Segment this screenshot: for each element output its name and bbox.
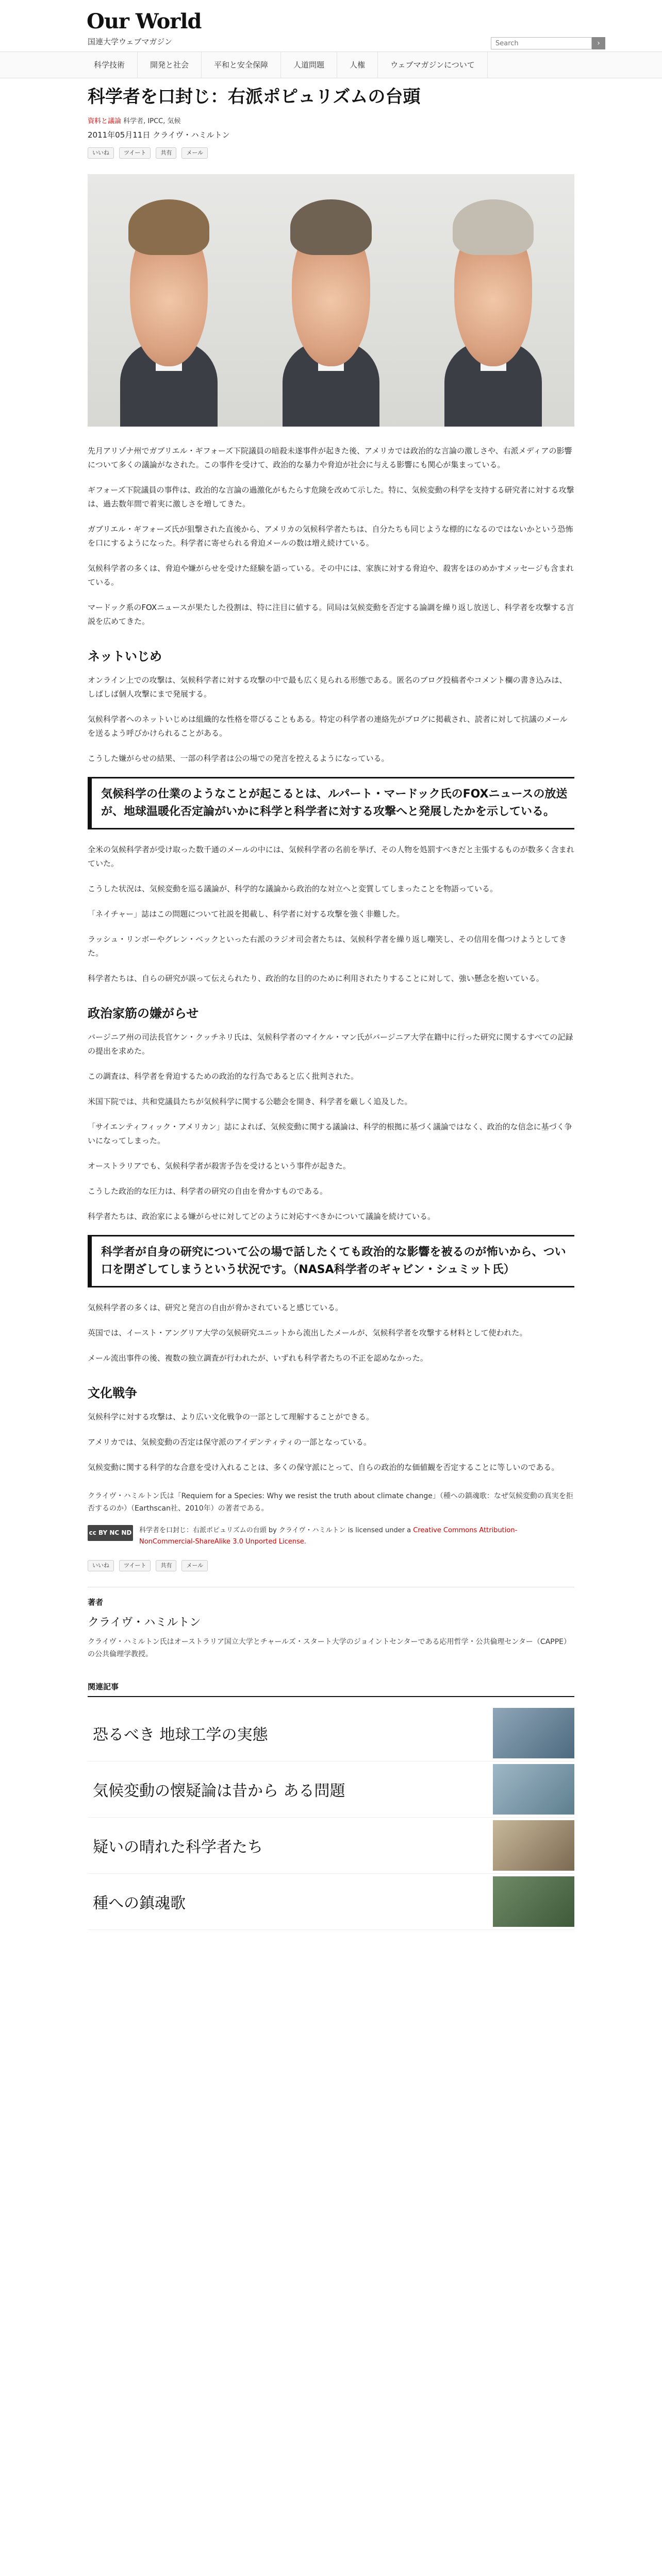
nav-item-human-rights[interactable]: 人権 <box>337 52 378 78</box>
related-thumbnail[interactable] <box>493 1708 574 1758</box>
nav-item-humanitarian[interactable]: 人道問題 <box>281 52 337 78</box>
pull-quote <box>88 777 574 829</box>
portrait-photo <box>250 174 412 427</box>
article-paragraph: ラッシュ・リンボーやグレン・ベックといった右派のラジオ司会者たちは、気候科学者を繰り返し嘲笑し、その信用を傷つけようとしてきた。 <box>88 935 567 958</box>
related-item-title[interactable]: 気候変動の懐疑論は昔から ある問題 <box>93 1782 345 1801</box>
article-paragraph: 気候科学者へのネットいじめは組織的な性格を帯びることもある。特定の科学者の連絡先がブログに掲載され、読者に対して抗議のメールを送るよう呼びかけられることがある。 <box>88 715 568 738</box>
nav-item-science[interactable]: 科学技術 <box>87 52 138 78</box>
article-paragraph: ギフォーズ下院議員の事件は、政治的な言論の過激化がもたらす危険を改めて示した。特に、気候変動の科学を支持する研究者に対する攻撃は、過去数年間で着実に激しさを増してきた。 <box>88 485 574 509</box>
license-text <box>139 1525 541 1548</box>
article-paragraph: 気候変動に関する科学的な合意を受け入れることは、多くの保守派にとって、自らの政治的な価値観を否定することに等しいのである。 <box>88 1463 559 1472</box>
share-button[interactable]: 共有 <box>156 147 176 159</box>
article-paragraph: 気候科学者の多くは、脅迫や嫌がらせを受けた経験を語っている。その中には、家族に対する脅迫や、殺害をほのめかすメッセージも含まれている。 <box>88 564 574 587</box>
author-bio: クライヴ・ハミルトン氏はオーストラリア国立大学とチャールズ・スタート大学のジョイントセンターである応用哲学・公共倫理センター（CAPPE）の公共倫理学教授。 <box>88 1638 571 1659</box>
article-paragraph: こうした政治的な圧力は、科学者の研究の自由を脅かすものである。 <box>88 1187 328 1196</box>
site-logo[interactable]: Our World <box>87 9 202 33</box>
article-paragraph: バージニア州の司法長官ケン・クッチネリ氏は、気候科学者のマイケル・マン氏がバージニア大学在籍中に行った研究に関するすべての記録の提出を求めた。 <box>88 1032 573 1056</box>
article-paragraph: こうした状況は、気候変動を巡る議論が、科学的な議論から政治的な対立へと変質してしまったことを物語っている。 <box>88 884 498 894</box>
site-subtitle: 国連大学ウェブマガジン <box>88 37 173 46</box>
article-paragraph: 英国では、イースト・アングリア大学の気候研究ユニットから流出したメールが、気候科学者を攻撃する材料として使われた。 <box>88 1328 527 1338</box>
article-paragraph: オーストラリアでも、気候科学者が殺害予告を受けるという事件が起きた。 <box>88 1161 351 1171</box>
article-paragraph: 科学者たちは、自らの研究が誤って伝えられたり、政治的な目的のために利用されたりすることに対して、強い懸念を抱いている。 <box>88 974 544 984</box>
section-heading: 文化戦争 <box>88 1386 137 1401</box>
license-link[interactable]: Creative Commons Attribution-NonCommercial-ShareAlike 3.0 Unported License. <box>139 1527 518 1546</box>
hero-image <box>88 174 574 427</box>
tag-category[interactable]: 資料と議論 <box>88 117 122 126</box>
tweet-button[interactable]: ツイート <box>119 1560 151 1571</box>
nav-item-peace[interactable]: 平和と安全保障 <box>202 52 281 78</box>
article-paragraph: 科学者たちは、政治家による嫌がらせに対してどのように対応すべきかについて議論を続けている。 <box>88 1212 435 1222</box>
section-heading: ネットいじめ <box>88 649 162 664</box>
license-prefix: 科学者を口封じ：右派ポピュリズムの台頭 by クライヴ・ハミルトン is licensed under a <box>139 1527 413 1535</box>
related-thumbnail[interactable] <box>493 1876 574 1927</box>
article-paragraph: 「ネイチャー」誌はこの問題について社説を掲載し、科学者に対する攻撃を強く非難した。 <box>88 909 404 919</box>
article-paragraph: この調査は、科学者を脅迫するための政治的な行為であると広く批判された。 <box>88 1072 359 1081</box>
related-articles <box>88 1681 574 1930</box>
share-button[interactable]: 共有 <box>156 1560 176 1571</box>
share-bar <box>88 147 574 159</box>
related-item[interactable] <box>88 1705 574 1761</box>
author-name[interactable]: クライヴ・ハミルトン <box>88 1616 201 1630</box>
article-paragraph: 気候科学者の多くは、研究と発言の自由が脅かされていると感じている。 <box>88 1303 343 1313</box>
related-thumbnail[interactable] <box>493 1820 574 1871</box>
cc-license-badge[interactable]: cc BY NC ND <box>88 1525 133 1541</box>
article-tags <box>88 115 574 125</box>
site-header <box>0 0 662 52</box>
related-item[interactable] <box>88 1874 574 1930</box>
search-input[interactable] <box>491 37 592 49</box>
license-block <box>88 1525 574 1548</box>
pull-quote-text: 気候科学の仕業のようなことが起こるとは、ルパート・マードック氏のFOXニュースの放送が、地球温暖化否定論がいかに科学と科学者に対する攻撃へと発展したかを示している。 <box>101 788 568 819</box>
article-paragraph: メール流出事件の後、複数の独立調査が行われたが、いずれも科学者たちの不正を認めなかった。 <box>88 1353 428 1363</box>
related-item[interactable] <box>88 1761 574 1818</box>
like-button[interactable]: いいね <box>88 147 114 159</box>
article <box>88 86 574 1930</box>
article-paragraph: アメリカでは、気候変動の否定は保守派のアイデンティティの一部となっている。 <box>88 1437 371 1447</box>
related-title: 関連記事 <box>88 1681 574 1697</box>
share-bar-bottom <box>88 1560 574 1571</box>
like-button[interactable]: いいね <box>88 1560 114 1571</box>
article-title: 科学者を口封じ：右派ポピュリズムの台頭 <box>88 87 421 107</box>
email-button[interactable]: メール <box>181 1560 208 1571</box>
article-paragraph: 全米の気候科学者が受け取った数千通のメールの中には、気候科学者の名前を挙げ、その人物を処罰すべきだと主張するものが数多く含まれていた。 <box>88 845 574 869</box>
related-item-title[interactable]: 恐るべき 地球工学の実態 <box>93 1726 268 1744</box>
email-button[interactable]: メール <box>181 147 208 159</box>
related-item[interactable] <box>88 1818 574 1874</box>
article-paragraph: オンライン上での攻撃は、気候科学者に対する攻撃の中で最も広く見られる形態である。匿名のブログ投稿者やコメント欄の書き込みは、しばしば個人攻撃にまで発展する。 <box>88 675 567 699</box>
main-nav <box>0 52 662 78</box>
nav-item-development[interactable]: 開発と社会 <box>138 52 202 78</box>
related-item-title[interactable]: 疑いの晴れた科学者たち <box>93 1838 263 1857</box>
related-item-title[interactable]: 種への鎮魂歌 <box>93 1894 186 1913</box>
article-paragraph: 気候科学に対する攻撃は、より広い文化戦争の一部として理解することができる。 <box>88 1412 374 1422</box>
portrait-photo <box>88 174 250 427</box>
search-button[interactable]: › <box>592 37 605 49</box>
nav-item-about[interactable]: ウェブマガジンについて <box>378 52 488 78</box>
section-heading: 政治家筋の嫌がらせ <box>88 1006 199 1021</box>
portrait-photo <box>412 174 574 427</box>
article-paragraph: 「サイエンティフィック・アメリカン」誌によれば、気候変動に関する議論は、科学的根拠に基づく議論ではなく、政治的な信念に基づく争いになってしまった。 <box>88 1122 572 1146</box>
pull-quote <box>88 1235 574 1287</box>
article-paragraph: ガブリエル・ギフォーズ氏が狙撃された直後から、アメリカの気候科学者たちは、自分たちも同じような標的になるのではないかという恐怖を口にするようになった。科学者に寄せられる脅迫メールの数は増え続けている。 <box>88 524 573 548</box>
article-paragraph: 米国下院では、共和党議員たちが気候科学に関する公聴会を開き、科学者を厳しく追及した。 <box>88 1097 412 1107</box>
related-thumbnail[interactable] <box>493 1764 574 1815</box>
article-paragraph: こうした嫌がらせの結果、一部の科学者は公の場での発言を控えるようになっている。 <box>88 754 389 764</box>
article-byline: 2011年05月11日 クライヴ・ハミルトン <box>88 130 230 140</box>
tag-list[interactable]: 科学者, IPCC, 気候 <box>123 117 181 126</box>
article-paragraph: マードック系のFOXニュースが果たした役割は、特に注目に値する。同局は気候変動を否定する論調を繰り返し放送し、科学者を攻撃する言説を広めてきた。 <box>88 603 574 626</box>
article-paragraph: 先月アリゾナ州でガブリエル・ギフォーズ下院議員の暗殺未遂事件が起きた後、アメリカでは政治的な言論の激しさや、右派メディアの影響について多くの議論がなされた。この事件を受けて、政治的な暴力や脅迫が社会に与える影響にも関心が集まっている。 <box>88 446 572 470</box>
pull-quote-text: 科学者が自身の研究について公の場で話したくても政治的な影響を被るのが怖いから、つい口を閉ざしてしまうという状況です。（NASA科学者のギャビン・シュミット氏） <box>101 1246 566 1277</box>
author-block <box>88 1597 574 1660</box>
tweet-button[interactable]: ツイート <box>119 147 151 159</box>
author-note: クライヴ・ハミルトン氏は「Requiem for a Species: Why we resist the truth about climate change」（種への鎮魂歌：なぜ気候変動の真実を拒否するのか）（Earthscan社、2010年）の著者である。 <box>88 1492 573 1513</box>
author-label: 著者 <box>88 1598 104 1607</box>
